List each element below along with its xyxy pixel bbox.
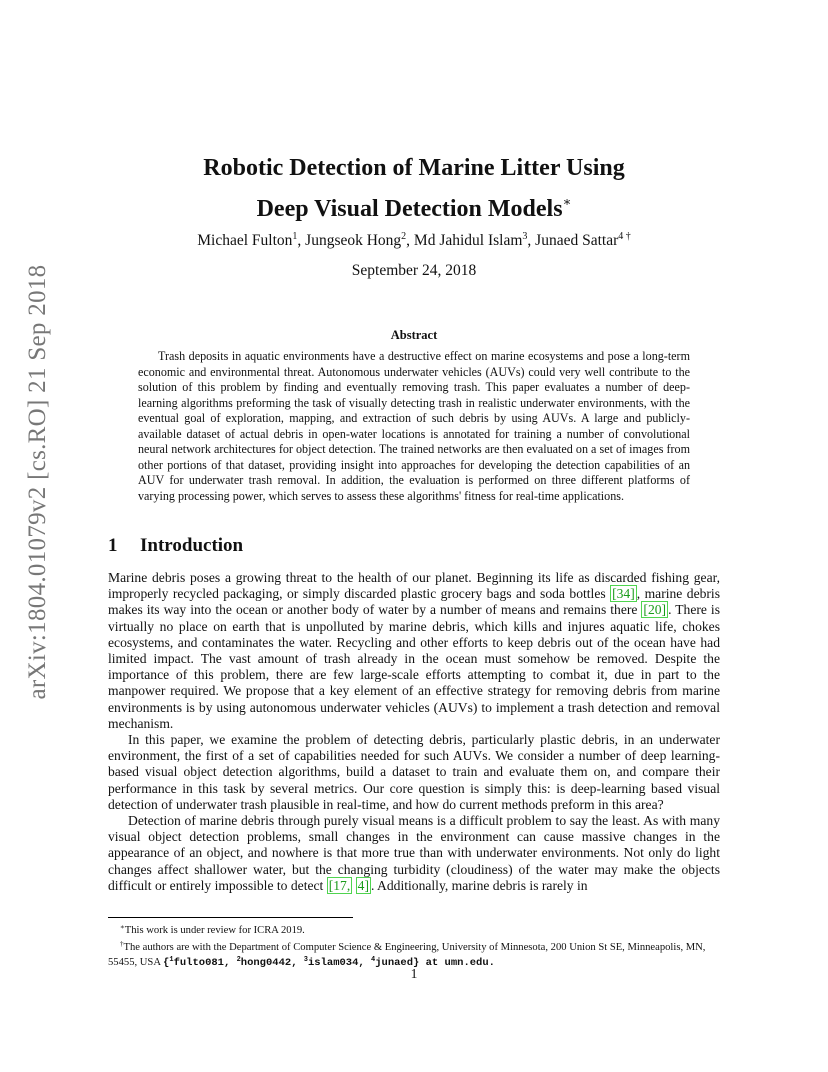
citation-link[interactable]: [20] bbox=[643, 602, 667, 618]
title-footnote-mark: ∗ bbox=[562, 194, 572, 209]
paragraph-text: , marine debris makes its way into the ocean or another body of water by a number of means and remains there bbox=[108, 586, 720, 618]
author bbox=[414, 232, 528, 249]
author bbox=[535, 232, 631, 249]
paragraph bbox=[108, 570, 720, 732]
section-number: 1 bbox=[108, 535, 118, 556]
arxiv-identifier: arXiv:1804.01079v2 [cs.RO] 21 Sep 2018 bbox=[24, 264, 51, 700]
title-line-2 bbox=[108, 185, 720, 226]
author bbox=[197, 232, 297, 249]
footnote-mark: † bbox=[120, 939, 124, 948]
footnote-rule bbox=[108, 917, 353, 918]
author-affiliation-mark: 1 bbox=[292, 231, 298, 242]
citation-link[interactable]: [34] bbox=[612, 586, 635, 602]
page-number: 1 bbox=[410, 966, 418, 981]
email-brace: { bbox=[163, 957, 170, 970]
footnotes bbox=[108, 921, 720, 971]
author-name: Md Jahidul Islam bbox=[413, 232, 523, 249]
abstract-text: Trash deposits in aquatic environments have a destructive effect on marine ecosystems and pose a long-term economic and environmental threat. Autonomous underwater vehicles (AUVs) could very well contribute to the solution of this problem by finding and eventually removing trash. This paper evaluates a number of deep-learning algorithms preforming the task of visually detecting trash in realistic underwater environments, with the eventual goal of exploration, mapping, and extraction of such debris by using AUVs. A large and publicly-available dataset of actual debris in open-water locations is annotated for training a number of convolutional neural network architectures for object detection. The trained networks are then evaluated on a set of images from other portions of that dataset, providing insight into approaches for developing the detection capabilities of an AUV for underwater trash removal. In addition, the evaluation is performed on three different platforms of varying processing power, which serves to assess these algorithms' fitness for real-time applications. bbox=[138, 349, 690, 503]
email-id: junaed bbox=[375, 957, 414, 970]
author-name: Michael Fulton bbox=[197, 232, 293, 249]
citation-link[interactable]: 4] bbox=[357, 877, 369, 893]
paragraph-text: Marine debris poses a growing threat to the health of our planet. Beginning its life as discarded fishing gear, improperly recycled packaging, or simply discarded plastic grocery bags and soda bottles bbox=[108, 570, 720, 602]
footnote-mark: ∗ bbox=[120, 923, 125, 931]
abstract-heading: Abstract bbox=[390, 328, 438, 342]
section-title: Introduction bbox=[140, 535, 244, 556]
paragraph bbox=[108, 813, 720, 894]
section-heading bbox=[108, 535, 243, 557]
footnote-text: This work is under review for ICRA 2019. bbox=[124, 925, 305, 936]
author-name: Junaed Sattar bbox=[535, 232, 619, 249]
author-affiliation-mark: 2 bbox=[401, 231, 407, 242]
paragraph-text: . There is virtually no place on earth that is unpolluted by marine debris, which kills and injures aquatic life, chokes ecosystems, and contaminates the water. Recycling and other efforts to keep debris out of the ocean have had limited impact. The vast amount of trash already in the ocean must somehow be removed. Despite the importance of this problem, there are few large-scale efforts attempting to combat it, due in part to the manpower required. We propose that a key element of an effective strategy for removing debris from marine environments is by using autonomous underwater vehicles (AUVs) to implement a trash detection and removal mechanism. bbox=[108, 602, 720, 731]
email-mark: 1 bbox=[169, 956, 174, 965]
footnote bbox=[108, 921, 720, 938]
author-affiliation-mark: 4 † bbox=[618, 231, 631, 242]
arxiv-side-stamp bbox=[16, 264, 60, 700]
footnote-text: The authors are with the Department of Computer Science & Engineering, University of Minnesota, 200 Union St SE, Minneapolis, MN, 55455, USA bbox=[108, 941, 706, 969]
email-id: fulto081, bbox=[173, 957, 237, 970]
author bbox=[305, 232, 406, 249]
author-name: Jungseok Hong bbox=[305, 232, 402, 249]
title-line-1: Robotic Detection of Marine Litter Using bbox=[203, 155, 625, 181]
email-mark: 4 bbox=[371, 956, 376, 965]
email-mark: 2 bbox=[236, 956, 241, 965]
paragraph-text: . Additionally, marine debris is rarely in bbox=[370, 877, 588, 893]
email-id: islam034, bbox=[308, 957, 372, 970]
paper-title bbox=[108, 152, 720, 226]
paper-date: September 24, 2018 bbox=[351, 262, 477, 279]
body-text bbox=[108, 570, 720, 894]
author-affiliation-mark: 3 bbox=[522, 231, 528, 242]
email-id: hong0442, bbox=[240, 957, 304, 970]
paragraph-text: Detection of marine debris through purely visual means is a difficult problem to say the least. As with many visual object detection problems, small changes in the environment can cause massive changes in the appearance of an object, and nowhere is that more true than with underwater environments. Not only do light changes affect shallower water, but the changing turbidity (cloudiness) of the water may make the objects difficult or entirely impossible to detect bbox=[108, 813, 720, 893]
author-list: Michael Fulton$^1$, Jungseok Hong$^2$, Md Jahidul Islam$^3$, Junaed Sattar$^{4 \dagger}$ bbox=[197, 231, 631, 249]
title-line-2-text: Deep Visual Detection Models bbox=[256, 196, 563, 222]
paragraph: In this paper, we examine the problem of detecting debris, particularly plastic debris, in an underwater environment, the first of a set of capabilities needed for such AUVs. We consider a number of deep learning-based visual object detection algorithms, build a dataset to train and evaluate them on, and compare their performance in this task by several metrics. Our core question is simply this: is deep-learning based visual detection of underwater trash plausible in real-time, and how do current methods preform in this area? bbox=[108, 732, 720, 812]
email-mark: 3 bbox=[303, 956, 308, 965]
email-domain: } at umn.edu. bbox=[413, 957, 495, 970]
citation-link[interactable]: [17, bbox=[328, 877, 351, 893]
